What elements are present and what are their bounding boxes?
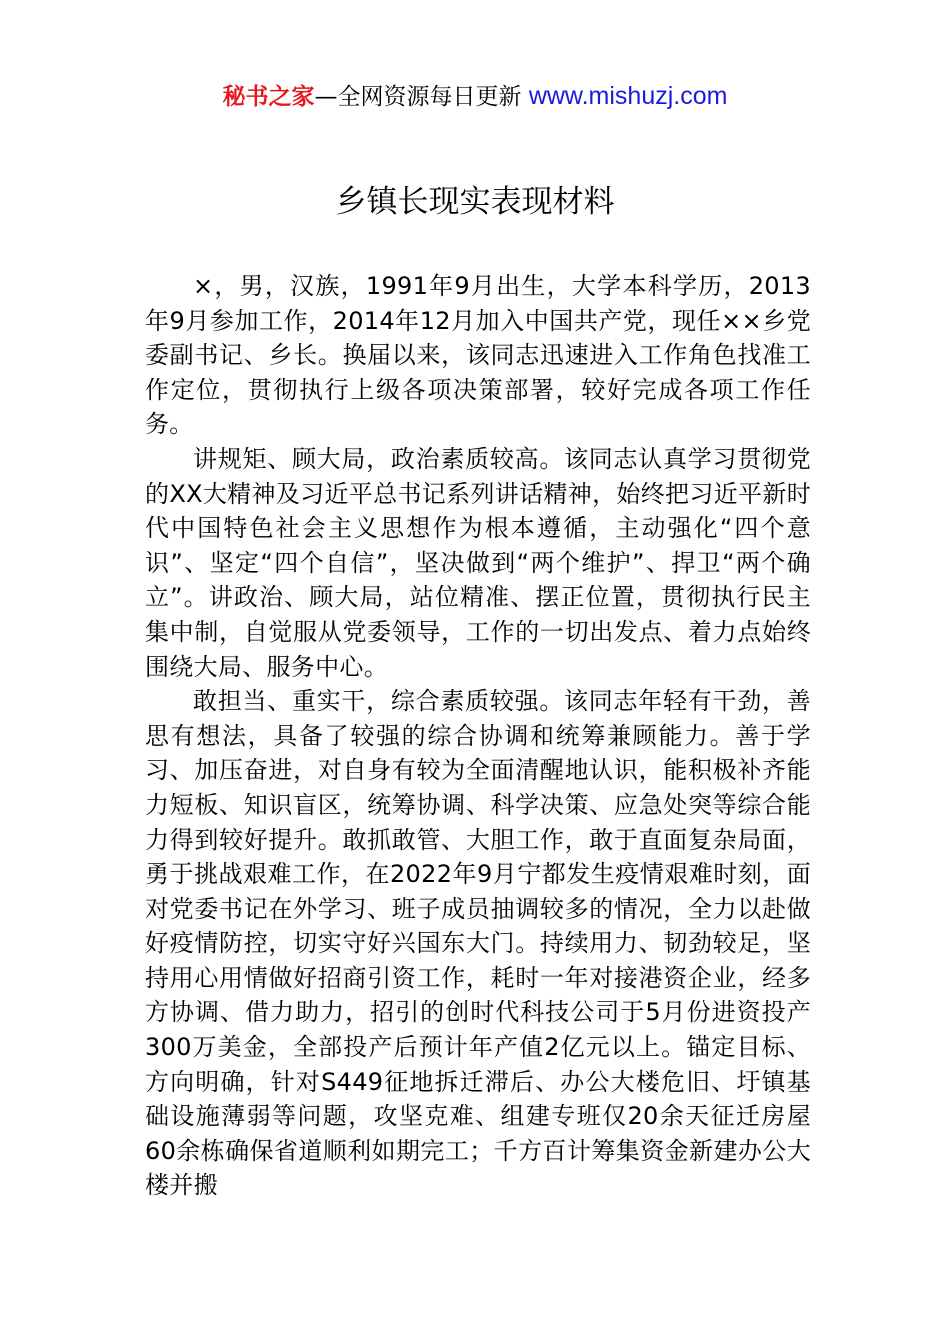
paragraph-political-quality: 讲规矩、顾大局，政治素质较高。该同志认真学习贯彻党的XX大精神及习近平总书记系列讲话精神，始终把习近平新时代中国特色社会主义思想作为根本遵循，主动强化“四个意识”、坚定“四个自信”，坚决做到“两个维护”、捍卫“两个确立”。讲政治、顾大局，站位精准、摆正位置，贯彻执行民主集中制，自觉服从党委领导，工作的一切出发点、着力点始终围绕大局、服务中心。 <box>145 444 811 681</box>
document-body <box>145 269 811 1203</box>
site-header <box>0 80 950 113</box>
header-tagline: —全网资源每日更新 <box>314 84 529 110</box>
paragraph-overall-quality: 敢担当、重实干，综合素质较强。该同志年轻有干劲，善思有想法，具备了较强的综合协调和统筹兼顾能力。善于学习、加压奋进，对自身有较为全面清醒地认识，能积极补齐能力短板、知识盲区，统筹协调、科学决策、应急处突等综合能力得到较好提升。敢抓敢管、大胆工作，敢于直面复杂局面，勇于挑战艰难工作，在2022年9月宁都发生疫情艰难时刻，面对党委书记在外学习、班子成员抽调较多的情况，全力以赴做好疫情防控，切实守好兴国东大门。持续用力、韧劲较足，坚持用心用情做好招商引资工作，耗时一年对接港资企业，经多方协调、借力助力，招引的创时代科技公司于5月份进资投产300万美金，全部投产后预计年产值2亿元以上。锚定目标、方向明确，针对S449征地拆迁滞后、办公大楼危旧、圩镇基础设施薄弱等问题，攻坚克难、组建专班仅20余天征迁房屋60余栋确保省道顺利如期完工；千方百计筹集资金新建办公大楼并搬 <box>145 687 811 1200</box>
document-title: 乡镇长现实表现材料 <box>335 184 615 220</box>
site-url-link[interactable]: www.mishuzj.com <box>528 82 728 110</box>
brand-name: 秘书之家 <box>222 84 315 110</box>
paragraph-intro: ×，男，汉族，1991年9月出生，大学本科学历，2013年9月参加工作，2014年12月加入中国共产党，现任××乡党委副书记、乡长。换届以来，该同志迅速进入工作角色找准工作定位，贯彻执行上级各项决策部署，较好完成各项工作任务。 <box>145 272 811 439</box>
